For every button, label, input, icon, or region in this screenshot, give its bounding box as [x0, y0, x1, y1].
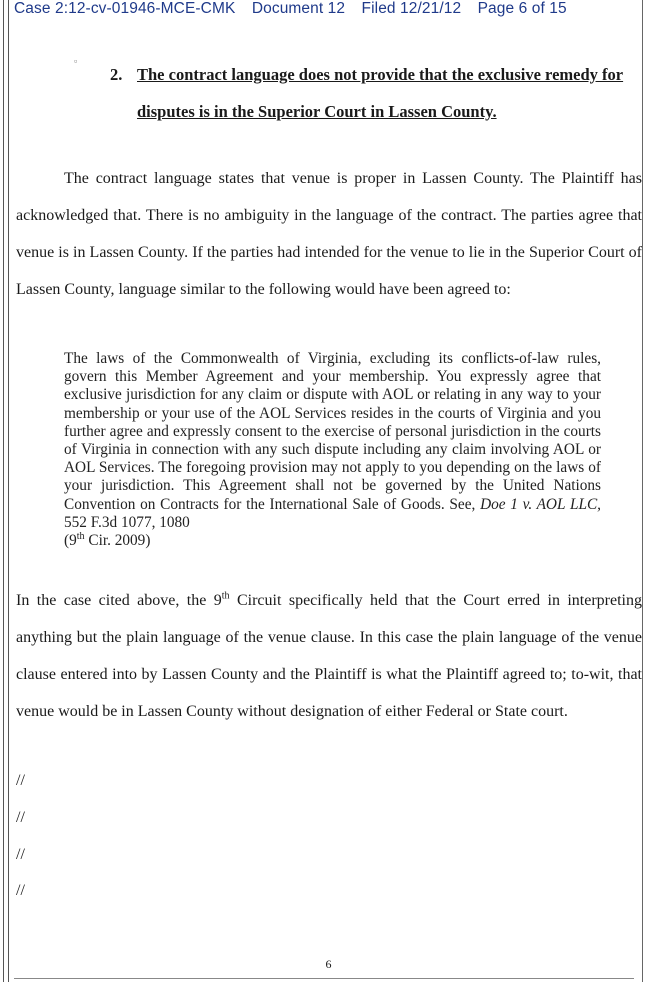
page-number: 6	[325, 957, 332, 971]
left-margin-rule-outer	[3, 0, 4, 982]
paragraph-1: The contract language states that venue is proper in Lassen County. The Plaintiff has acknowledged that. There is no ambiguity in the language of the contract. The parties agree that venue is in Lassen County. If the parties had intended for the venue to lie in the Superior Court of Lassen County, language similar to the following would have been agreed to:	[16, 170, 642, 298]
paragraph-2	[16, 582, 642, 730]
scan-speck: ▫	[74, 56, 78, 66]
continuation-slashes: //	[16, 882, 25, 899]
filed-date: Filed 12/21/12	[361, 0, 462, 17]
block-quote: The laws of the Commonwealth of Virginia, excluding its conflicts-of-law rules, govern this Member Agreement and your membership. You expressly agree that exclusive jurisdiction for any claim or dispute with AOL or relating in any way to your membership or your use of the AOL Services resides in the courts of Virginia and you further agree and expressly consent to the exercise of personal jurisdiction in the courts of Virginia in connection with any such dispute including any claim involving AOL or AOL Services. The foregoing provision may not apply to you depending on the laws of your jurisdiction. This Agreement shall not be governed by the United Nations Convention on Contracts for the International Sale of Goods. See, Doe 1 v. AOL LLC, 552 F.3d 1077, 1080 (9th Cir. 2009)	[64, 350, 601, 550]
case-name: Doe 1 v. AOL LLC,	[480, 495, 601, 513]
continuation-slashes: //	[16, 846, 25, 863]
paragraph-2-sup: th	[221, 590, 230, 602]
continuation-slashes: //	[16, 809, 25, 826]
court-filing-header	[14, 0, 579, 18]
heading-number: 2.	[110, 65, 123, 84]
right-margin-rule	[642, 0, 643, 982]
continuation-slashes: //	[16, 772, 25, 789]
court-ordinal: 9	[69, 532, 77, 550]
heading-text: The contract language does not provide that the exclusive remedy for disputes is in the Superior Court in Lassen County.	[137, 65, 624, 121]
court-ordinal-suffix: th	[76, 530, 85, 542]
citation: 552 F.3d 1077, 1080	[64, 513, 190, 531]
footer-rule	[14, 978, 634, 979]
page-indicator: Page 6 of 15	[477, 0, 567, 17]
court-rest: Cir. 2009)	[88, 532, 151, 550]
case-number: Case 2:12-cv-01946-MCE-CMK	[14, 0, 236, 17]
paragraph-2-pre: In the case cited above, the 9	[16, 592, 222, 609]
quote-body: The laws of the Commonwealth of Virginia, excluding its conflicts-of-law rules, govern this Member Agreement and your membership. You expressly agree that exclusive jurisdiction for any claim or dispute with AOL or relating in any way to your membership or your use of the AOL Services resides in the courts of Virginia and you further agree and expressly consent to the exercise of personal jurisdiction in the courts of Virginia in connection with any such dispute including any claim involving AOL or AOL Services. The foregoing provision may not apply to you depending on the laws of your jurisdiction. This Agreement shall not be governed by the United Nations Convention on Contracts for the International Sale of Goods. See,	[64, 350, 601, 513]
left-margin-rule-inner	[8, 0, 9, 982]
document-number: Document 12	[251, 0, 346, 17]
paragraph-2-post: Circuit specifically held that the Court erred in interpreting anything but the plain language of the venue clause. In this case the plain language of the venue clause entered into by Lassen County and the Plaintiff is what the Plaintiff agreed to; to-wit, that venue would be in Lassen County without designation of either Federal or State court.	[16, 592, 643, 720]
